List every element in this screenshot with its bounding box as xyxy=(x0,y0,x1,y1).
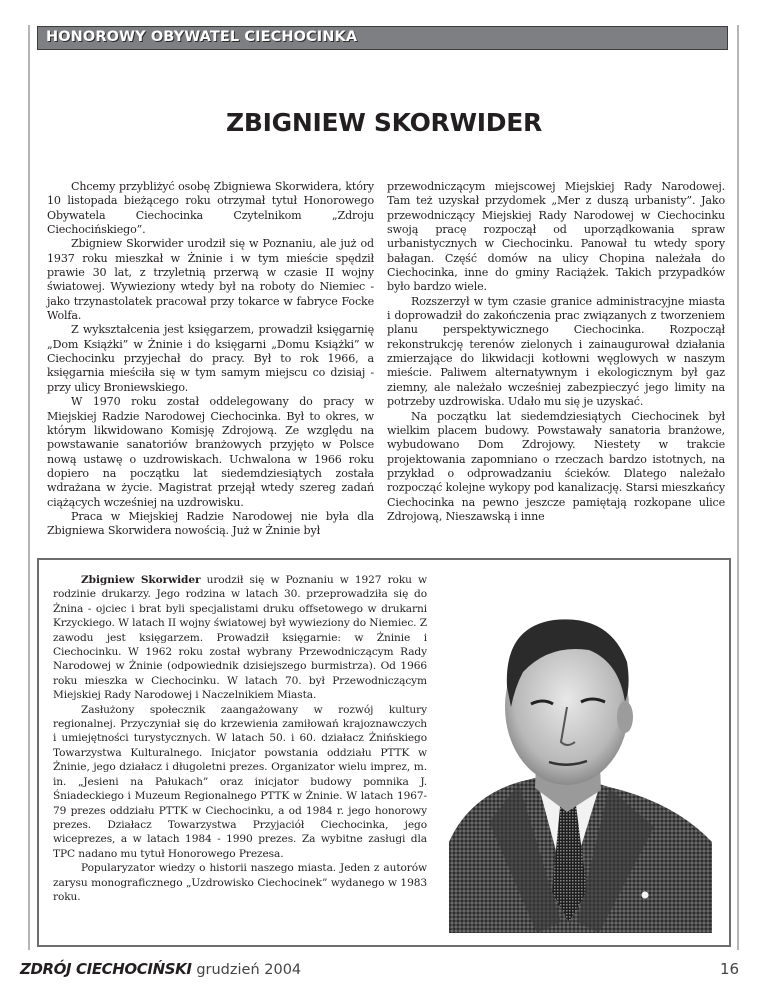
magazine-name: ZDRÓJ CIECHOCIŃSKI xyxy=(20,960,192,978)
paragraph: Z wykształcenia jest księgarzem, prowadził księgarnię „Dom Książki” w Żninie i do księgarni „Domu Książki” w Ciechocinku przyjechał do pracy. Był to rok 1966, a księgarnia mieściła się w tym samym miejscu co dzisiaj - przy ulicy Broniewskiego. xyxy=(47,323,374,394)
article-title: ZBIGNIEW SKORWIDER xyxy=(226,108,542,137)
issue-date: grudzień 2004 xyxy=(196,962,302,978)
paragraph: W 1970 roku został oddelegowany do pracy w Miejskiej Radzie Narodowej Ciechocinka. Był to okres, w którym likwidowano Komisję Zdrojową. Ze względu na powstawanie sanatoriów branżowych przyjęto w Polsce nową ustawę o uzdrowiskach. Uchwalona w 1966 roku dopiero na początku lat siedemdziesiątych została wdrażana w życie. Magistrat przejął wtedy szereg zadań ciążących wcześniej na uzdrowisku. xyxy=(47,395,374,509)
paragraph: Praca w Miejskiej Radzie Narodowej nie była dla Zbigniewa Skorwidera nowością. Już w Żninie był xyxy=(47,509,374,538)
paragraph: Popularyzator wiedzy o historii naszego miasta. Jeden z autorów zarysu monograficznego „Uzdrowisko Ciechocinek” wydanego w 1983 roku. xyxy=(53,862,427,903)
biography-text xyxy=(53,573,427,904)
portrait-photo xyxy=(449,592,712,933)
paragraph: Na początku lat siedemdziesiątych Ciechocinek był wielkim placem budowy. Powstawały sanatoria branżowe, wybudowano Dom Zdrojowy. Niestety w trakcie projektowania zapomniano o rzeczach bardzo istotnych, na przykład o odprowadzaniu ścieków. Dlatego należało rozpocząć kolejne wykopy pod kanalizację. Starsi mieszkańcy Ciechocinka na pewno jeszcze pamiętają rozkopane ulice Zdrojową, Nieszawską i inne xyxy=(387,409,725,523)
paragraph: Zasłużony społecznik zaangażowany w rozwój kultury regionalnej. Przyczyniał się do krzewienia zamiłowań krajoznawczych i umiejętności turystycznych. W latach 50. i 60. działacz Żnińskiego Towarzystwa Kulturalnego. Inicjator powstania oddziału PTTK w Żninie, jego działacz i długoletni prezes. Organizator wielu imprez, m. in. „Jesieni na Pałukach” oraz inicjator budowy pomnika J. Śniadeckiego i Muzeum Regionalnego PTTK w Żninie. W latach 1967-79 prezes oddziału PTTK w Ciechocinku, a od 1984 r. jego honorowy prezes. Działacz Towarzystwa Przyjaciół Ciechocinka, jego wiceprezes, a w latach 1984 - 1990 prezes. Za wybitne zasługi dla TPC nadano mu tytuł Honorowego Prezesa. xyxy=(53,703,427,860)
left-margin-rule xyxy=(28,25,30,950)
footer-publication xyxy=(20,960,301,978)
paragraph: przewodniczącym miejscowej Miejskiej Rady Narodowej. Tam też uzyskał przydomek „Mer z duszą urbanisty”. Jako przewodniczący Miejskiej Rady Narodowej w Ciechocinku swoją pracę rozpoczął od uporządkowania spraw urbanistycznych w Ciechocinku. Panował tu wtedy spory bałagan. Część domów na ulicy Chopina należała do Ciechocinka, inne do gminy Raciążek. Takich przypadków było bardzo wiele. xyxy=(387,180,725,294)
article-column-left xyxy=(47,180,374,539)
paragraph: Chcemy przybliżyć osobę Zbigniewa Skorwidera, który 10 listopada bieżącego roku otrzymał tytuł Honorowego Obywatela Ciechocinka Czytelnikom „Zdroju Ciechocińskiego”. xyxy=(47,180,374,237)
right-margin-rule xyxy=(737,25,739,950)
section-header-label: HONOROWY OBYWATEL CIECHOCINKA xyxy=(46,29,358,45)
paragraph: Rozszerzył w tym czasie granice administracyjne miasta i doprowadził do zakończenia prac związanych z tworzeniem planu perspektywicznego Ciechocinka. Rozpoczął rekonstrukcję terenów zielonych i zainaugurował działania zmierzające do likwidacji kotłowni węglowych w naszym mieście. Paliwem alternatywnym i ekologicznym był gaz ziemny, ale należało wcześniej zabezpieczyć jego limity na potrzeby uzdrowiska. Udało mu się je uzyskać. xyxy=(387,294,725,409)
paragraph: Zbigniew Skorwider urodził się w Poznaniu, ale już od 1937 roku mieszkał w Żninie i w tym mieście spędził prawie 30 lat, z trzyletnią przerwą w czasie II wojny światowej. Wywieziony wtedy był na roboty do Niemiec - jako trzynastolatek pracował przy tokarce w fabryce Focke Wolfa. xyxy=(47,237,374,323)
page-number: 16 xyxy=(720,960,740,978)
bio-paragraph-text: urodził się w Poznaniu w 1927 roku w rodzinie drukarzy. Jego rodzina w latach 30. przeprowadziła się do Żnina - ojciec i brat byli specjalistami druku offsetowego w drukarni Krzyckiego. W latach II wojny światowej był wywieziony do Niemiec. Z zawodu jest księgarzem. Prowadził księgarnie: w Żninie i Ciechocinku. W 1962 roku został wybrany Przewodniczącym Rady Narodowej w Żninie (odpowiednik dzisiejszego burmistrza). Od 1966 roku mieszka w Ciechocinku. W latach 70. był Przewodniczącym Miejskiej Rady Narodowej i Naczelnikiem Miasta. xyxy=(53,574,427,702)
article-column-right xyxy=(387,180,725,524)
paragraph xyxy=(53,573,427,703)
section-header-bar xyxy=(37,26,728,50)
bio-name: Zbigniew Skorwider xyxy=(81,574,201,586)
